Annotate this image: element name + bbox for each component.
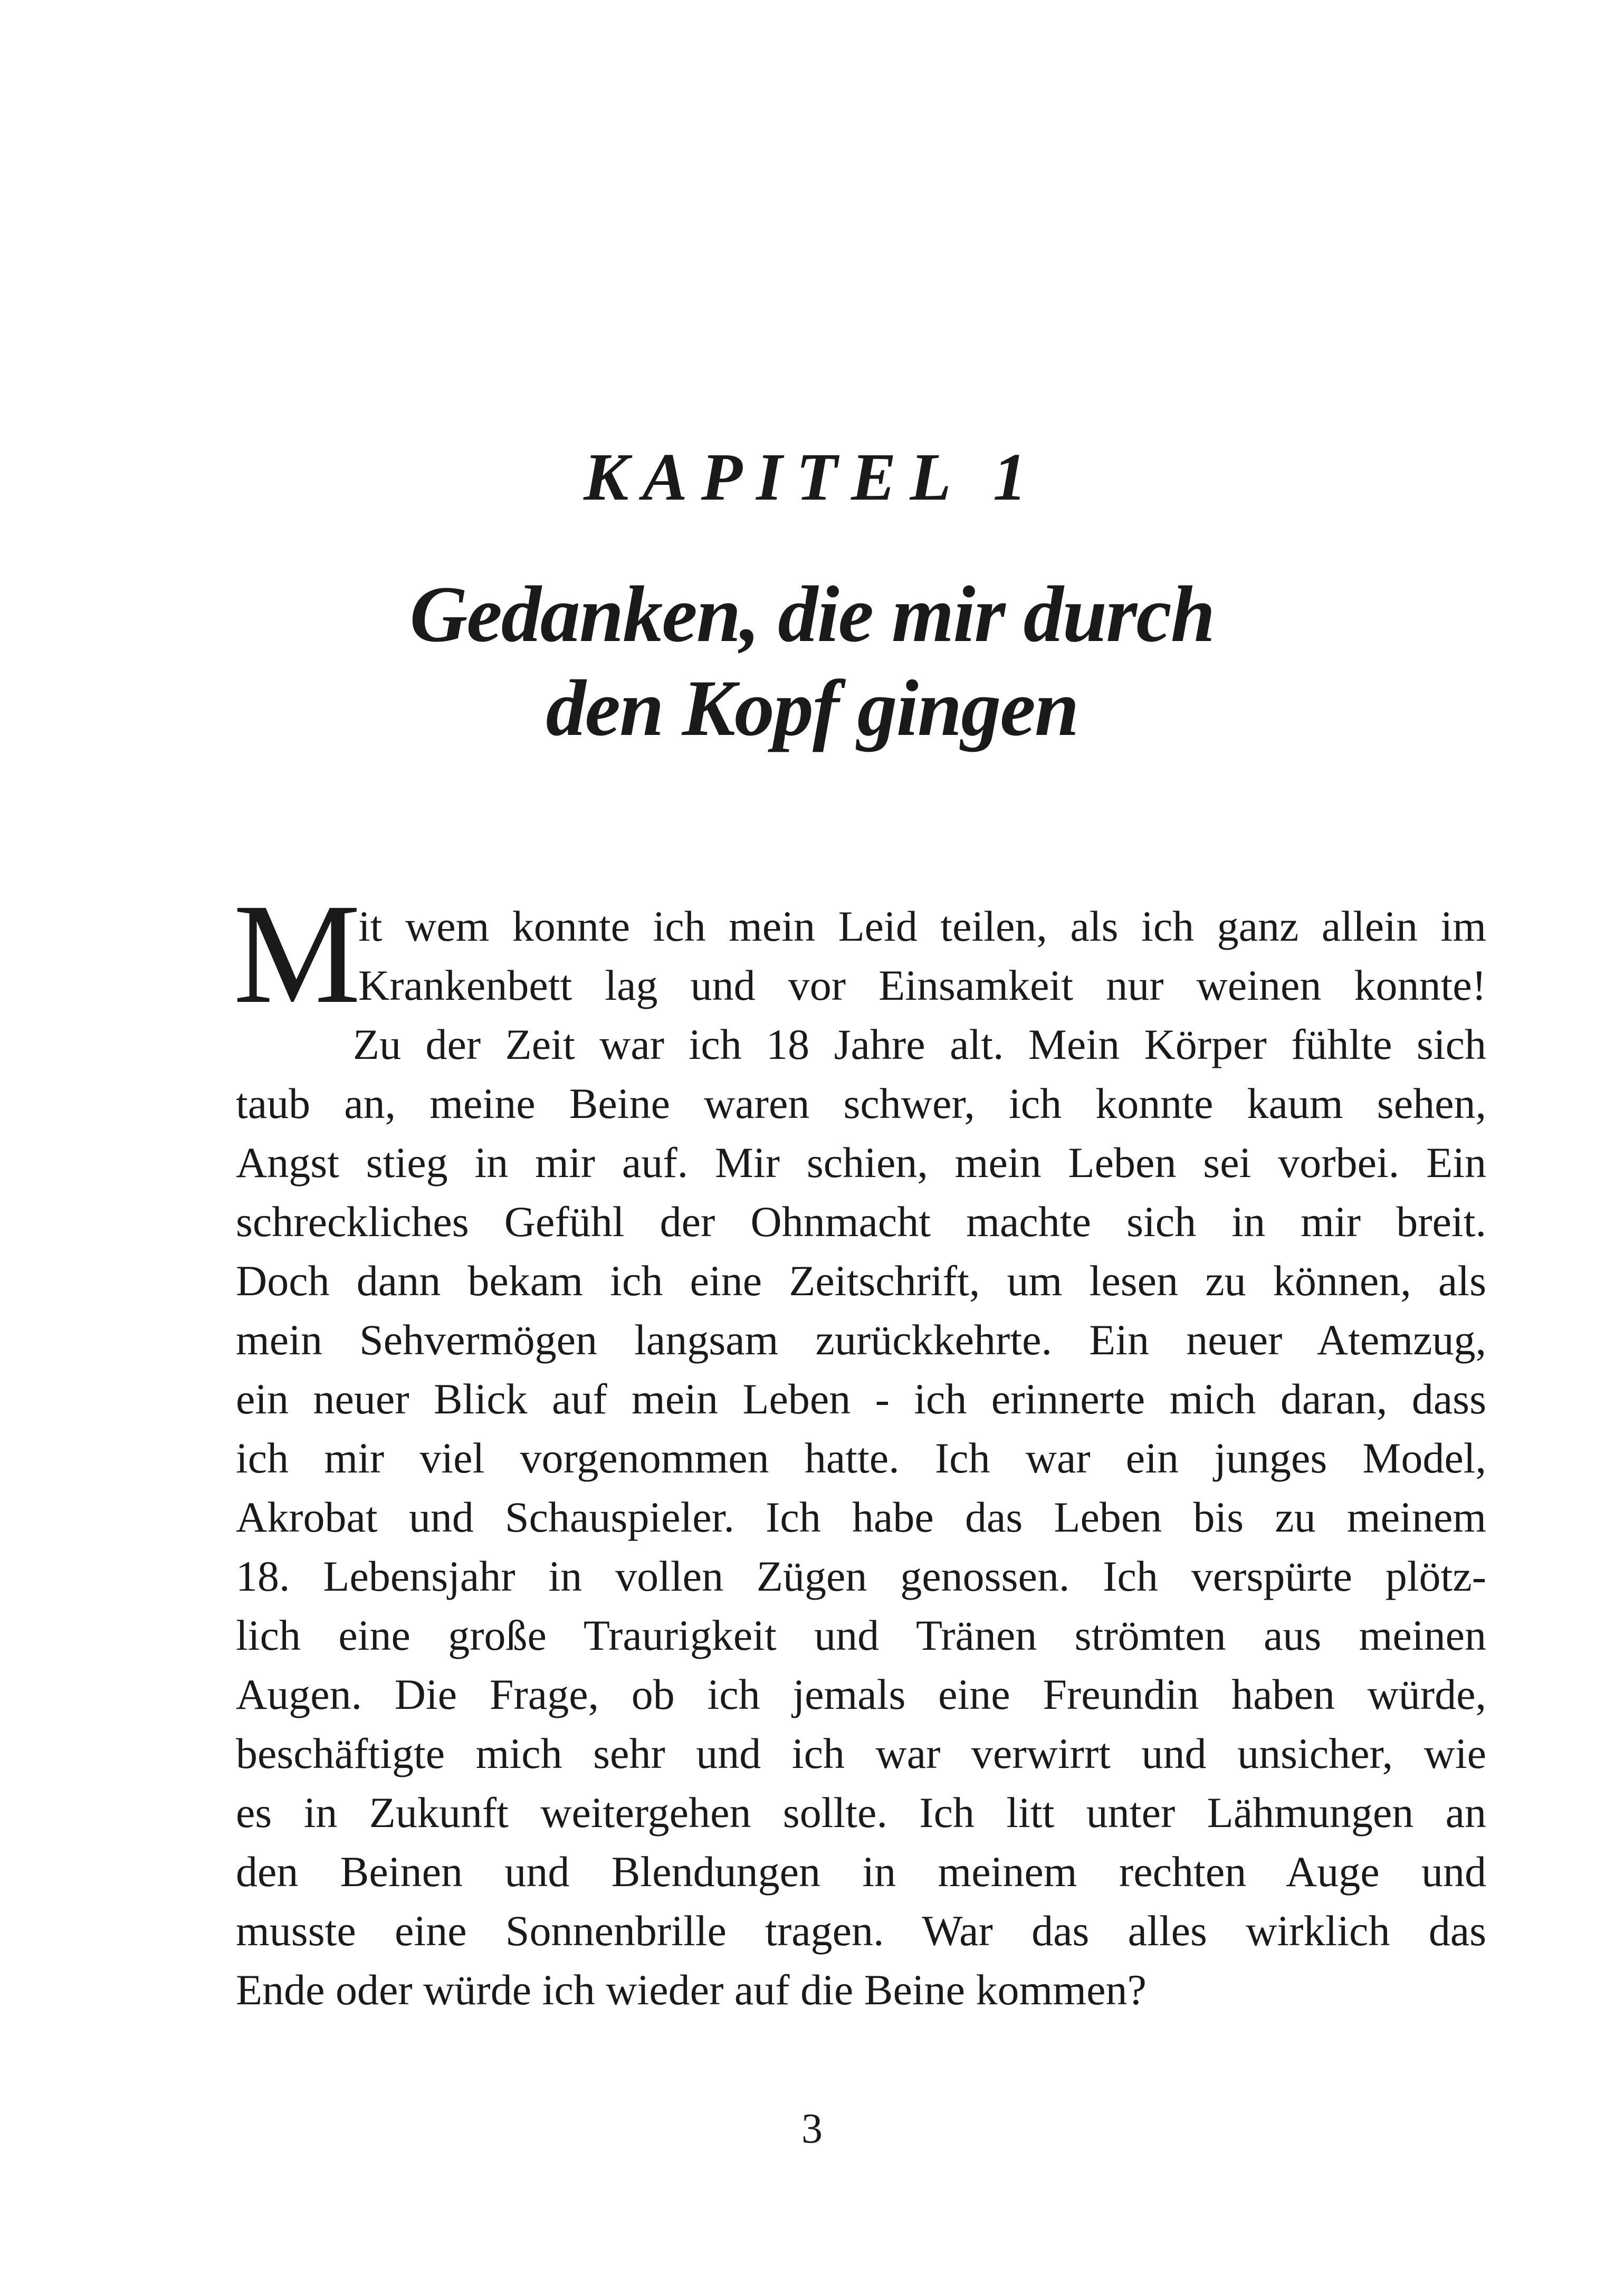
text-line-4: taub an, meine Beine waren schwer, ich konnte kaum sehen,	[236, 1079, 1486, 1127]
chapter-title-line-1: Gedanken, die mir durch	[409, 570, 1215, 658]
text-line-6: schreckliches Gefühl der Ohnmacht machte sich in mir breit.	[236, 1198, 1486, 1246]
dropcap-paragraph-start	[233, 874, 1486, 1033]
text-line-16: es in Zukunft weitergehen sollte. Ich litt unter Lähmungen an	[236, 1789, 1486, 1837]
text-line-18: musste eine Sonnenbrille tragen. War das alles wirklich das	[236, 1907, 1486, 1955]
text-line-5: Angst stieg in mir auf. Mir schien, mein Leben sei vorbei. Ein	[236, 1139, 1486, 1187]
body-text	[233, 874, 1486, 2020]
page-number: 3	[801, 2106, 823, 2152]
text-line-13: lich eine große Traurigkeit und Tränen strömten aus meinen	[236, 1611, 1486, 1659]
drop-cap: M	[233, 874, 361, 1033]
text-line-7: Doch dann bekam ich eine Zeitschrift, um lesen zu können, als	[236, 1257, 1486, 1305]
text-line-11: Akrobat und Schauspieler. Ich habe das Leben bis zu meinem	[236, 1493, 1486, 1541]
chapter-label: KAPITEL 1	[584, 439, 1040, 514]
text-line-2: Krankenbett lag und vor Einsamkeit nur weinen konnte!	[358, 961, 1486, 1009]
text-line-1: it wem konnte ich mein Leid teilen, als ich ganz allein im	[358, 902, 1486, 950]
text-line-3: Zu der Zeit war ich 18 Jahre alt. Mein Körper fühlte sich	[353, 1020, 1486, 1068]
text-line-9: ein neuer Blick auf mein Leben - ich erinnerte mich daran, dass	[236, 1375, 1486, 1423]
text-line-19: Ende oder würde ich wieder auf die Beine kommen?	[236, 1966, 1147, 2014]
text-line-14: Augen. Die Frage, ob ich jemals eine Freundin haben würde,	[236, 1670, 1486, 1718]
text-line-12: 18. Lebensjahr in vollen Zügen genossen. Ich verspürte plötz-	[236, 1552, 1486, 1600]
text-line-15: beschäftigte mich sehr und ich war verwirrt und unsicher, wie	[236, 1729, 1486, 1777]
chapter-title	[0, 567, 1624, 755]
chapter-title-line-2: den Kopf gingen	[546, 664, 1078, 752]
text-line-8: mein Sehvermögen langsam zurückkehrte. Ein neuer Atemzug,	[236, 1316, 1486, 1364]
text-line-10: ich mir viel vorgenommen hatte. Ich war ein junges Model,	[236, 1434, 1486, 1482]
text-line-17: den Beinen und Blendungen in meinem rechten Auge und	[236, 1848, 1486, 1896]
